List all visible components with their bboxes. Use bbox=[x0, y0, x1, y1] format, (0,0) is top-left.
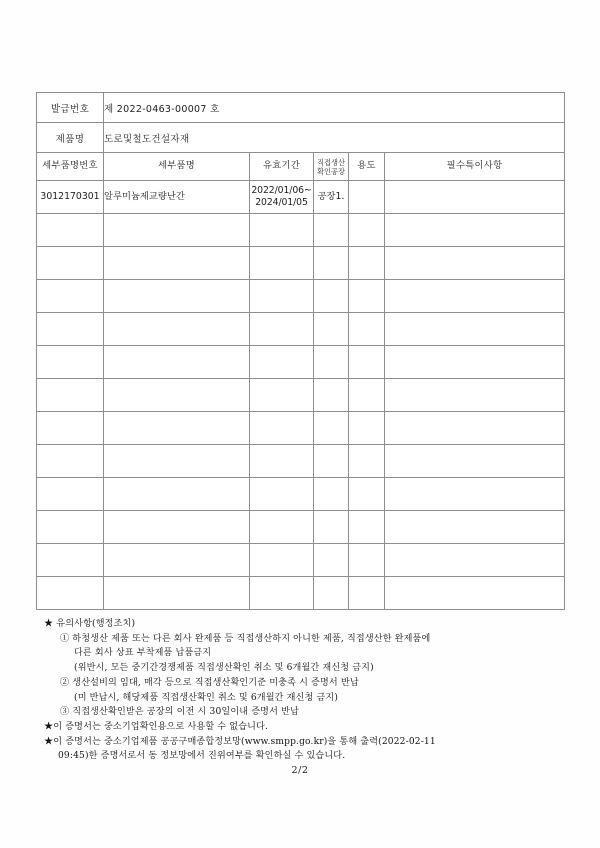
cell-detail-code: 3012170301 bbox=[37, 181, 104, 214]
table-cell-empty bbox=[349, 214, 385, 247]
product-name-row bbox=[37, 123, 565, 153]
table-cell-empty bbox=[37, 346, 104, 379]
table-cell-empty bbox=[37, 412, 104, 445]
table-cell-empty bbox=[314, 478, 349, 511]
header-detail-code: 세부품명번호 bbox=[37, 153, 104, 181]
table-row-empty bbox=[37, 577, 565, 610]
table-cell-empty bbox=[37, 577, 104, 610]
table-row-empty bbox=[37, 214, 565, 247]
cell-required-notes bbox=[385, 181, 565, 214]
product-name-value: 도로및철도건설자재 bbox=[104, 123, 565, 153]
table-cell-empty bbox=[349, 577, 385, 610]
table-cell-empty bbox=[314, 346, 349, 379]
table-cell-empty bbox=[385, 478, 565, 511]
issue-number-row bbox=[37, 93, 565, 123]
table-cell-empty bbox=[104, 346, 250, 379]
table-cell-empty bbox=[104, 280, 250, 313]
page-number: 2/2 bbox=[291, 765, 309, 776]
table-cell-empty bbox=[37, 247, 104, 280]
header-production-factory-line1: 직접생산 bbox=[317, 157, 345, 167]
note-line: ② 생산설비의 임대, 매각 등으로 직접생산확인기준 미충족 시 증명서 반납 bbox=[60, 677, 359, 688]
table-cell-empty bbox=[104, 445, 250, 478]
table-cell-empty bbox=[349, 412, 385, 445]
note-line: ① 하청생산 제품 또는 다른 회사 완제품 등 직접생산하지 아니한 제품, 직접생산한 완제품에 bbox=[60, 633, 431, 644]
table-cell-empty bbox=[250, 412, 314, 445]
table-cell-empty bbox=[314, 313, 349, 346]
certificate-table bbox=[36, 92, 565, 610]
table-cell-empty bbox=[314, 544, 349, 577]
table-cell-empty bbox=[37, 445, 104, 478]
table-cell-empty bbox=[314, 511, 349, 544]
note-line: (위반시, 모든 중기간경쟁제품 직접생산확인 취소 및 6개월간 재신청 금지) bbox=[74, 663, 374, 674]
note-line: ③ 직접생산확인받은 공장의 이전 시 30일이내 증명서 반납 bbox=[60, 707, 299, 718]
table-cell-empty bbox=[385, 379, 565, 412]
table-cell-empty bbox=[250, 379, 314, 412]
table-cell-empty bbox=[385, 445, 565, 478]
table-cell-empty bbox=[349, 346, 385, 379]
table-cell-empty bbox=[250, 313, 314, 346]
table-cell-empty bbox=[385, 511, 565, 544]
table-cell-empty bbox=[37, 511, 104, 544]
certificate-table-body bbox=[37, 93, 565, 610]
table-cell-empty bbox=[314, 412, 349, 445]
cell-valid-to: 2024/01/05 bbox=[255, 197, 308, 208]
table-cell-empty bbox=[250, 280, 314, 313]
table-cell-empty bbox=[250, 478, 314, 511]
table-cell-empty bbox=[385, 346, 565, 379]
table-row-empty bbox=[37, 511, 565, 544]
footer-notes bbox=[44, 617, 564, 764]
table-row-empty bbox=[37, 247, 565, 280]
table-cell-empty bbox=[104, 247, 250, 280]
table-cell-empty bbox=[314, 445, 349, 478]
table-cell-empty bbox=[104, 412, 250, 445]
table-row bbox=[37, 181, 565, 214]
table-cell-empty bbox=[314, 247, 349, 280]
table-cell-empty bbox=[104, 577, 250, 610]
table-cell-empty bbox=[104, 379, 250, 412]
table-cell-empty bbox=[349, 280, 385, 313]
table-cell-empty bbox=[385, 313, 565, 346]
table-cell-empty bbox=[349, 544, 385, 577]
note-line: ★이 증명서는 중소기업확인용으로 사용할 수 없습니다. bbox=[44, 722, 269, 733]
table-cell-empty bbox=[385, 412, 565, 445]
header-production-factory-line2: 확인공장 bbox=[317, 166, 345, 176]
table-row-empty bbox=[37, 346, 565, 379]
table-cell-empty bbox=[349, 478, 385, 511]
table-cell-empty bbox=[37, 478, 104, 511]
table-row-empty bbox=[37, 445, 565, 478]
table-cell-empty bbox=[349, 247, 385, 280]
product-name-label: 제품명 bbox=[37, 123, 104, 153]
table-cell-empty bbox=[250, 214, 314, 247]
table-cell-empty bbox=[385, 544, 565, 577]
table-row-empty bbox=[37, 313, 565, 346]
issue-number-label: 발급번호 bbox=[37, 93, 104, 123]
cell-valid-period bbox=[250, 181, 314, 214]
table-cell-empty bbox=[37, 280, 104, 313]
table-row-empty bbox=[37, 478, 565, 511]
table-row-empty bbox=[37, 379, 565, 412]
header-usage: 용도 bbox=[349, 153, 385, 181]
table-header-row bbox=[37, 153, 565, 181]
table-cell-empty bbox=[385, 247, 565, 280]
table-cell-empty bbox=[37, 379, 104, 412]
cell-factory: 공장1. bbox=[314, 181, 349, 214]
table-cell-empty bbox=[250, 544, 314, 577]
table-cell-empty bbox=[250, 445, 314, 478]
issue-number-value: 제 2022-0463-00007 호 bbox=[104, 93, 565, 123]
note-line: ★이 증명서는 중소기업제품 공공구매종합정보망(www.smpp.go.kr)을 통해 출력(2022-02-11 bbox=[44, 736, 436, 747]
header-production-factory bbox=[314, 153, 349, 181]
table-cell-empty bbox=[250, 511, 314, 544]
header-detail-name: 세부품명 bbox=[104, 153, 250, 181]
table-cell-empty bbox=[349, 379, 385, 412]
note-line: 09:45)한 증명서로서 동 정보망에서 진위여부를 확인하실 수 있습니다. bbox=[58, 751, 346, 762]
table-cell-empty bbox=[314, 577, 349, 610]
note-line: 다른 회사 상표 부착제품 납품금지 bbox=[74, 648, 212, 659]
table-cell-empty bbox=[104, 511, 250, 544]
table-cell-empty bbox=[250, 346, 314, 379]
table-cell-empty bbox=[314, 214, 349, 247]
table-cell-empty bbox=[104, 313, 250, 346]
table-cell-empty bbox=[37, 214, 104, 247]
table-cell-empty bbox=[104, 214, 250, 247]
table-cell-empty bbox=[314, 280, 349, 313]
table-cell-empty bbox=[37, 544, 104, 577]
table-cell-empty bbox=[104, 478, 250, 511]
table-row-empty bbox=[37, 280, 565, 313]
table-cell-empty bbox=[104, 544, 250, 577]
cell-detail-name: 알루미늄제교량난간 bbox=[104, 181, 250, 214]
note-line: ★ 유의사항(행정조치) bbox=[44, 619, 136, 629]
table-cell-empty bbox=[314, 379, 349, 412]
table-row-empty bbox=[37, 544, 565, 577]
table-cell-empty bbox=[250, 247, 314, 280]
cell-valid-from: 2022/01/06~ bbox=[251, 184, 312, 196]
table-cell-empty bbox=[385, 214, 565, 247]
table-cell-empty bbox=[250, 577, 314, 610]
cell-usage bbox=[349, 181, 385, 214]
table-cell-empty bbox=[349, 511, 385, 544]
table-cell-empty bbox=[385, 577, 565, 610]
table-cell-empty bbox=[385, 280, 565, 313]
table-cell-empty bbox=[349, 313, 385, 346]
header-required-notes: 필수특이사항 bbox=[385, 153, 565, 181]
table-cell-empty bbox=[349, 445, 385, 478]
note-line: (미 반납시, 해당제품 직접생산확인 취소 및 6개월간 재신청 금지) bbox=[74, 692, 339, 703]
table-cell-empty bbox=[37, 313, 104, 346]
header-valid-period: 유효기간 bbox=[250, 153, 314, 181]
table-row-empty bbox=[37, 412, 565, 445]
